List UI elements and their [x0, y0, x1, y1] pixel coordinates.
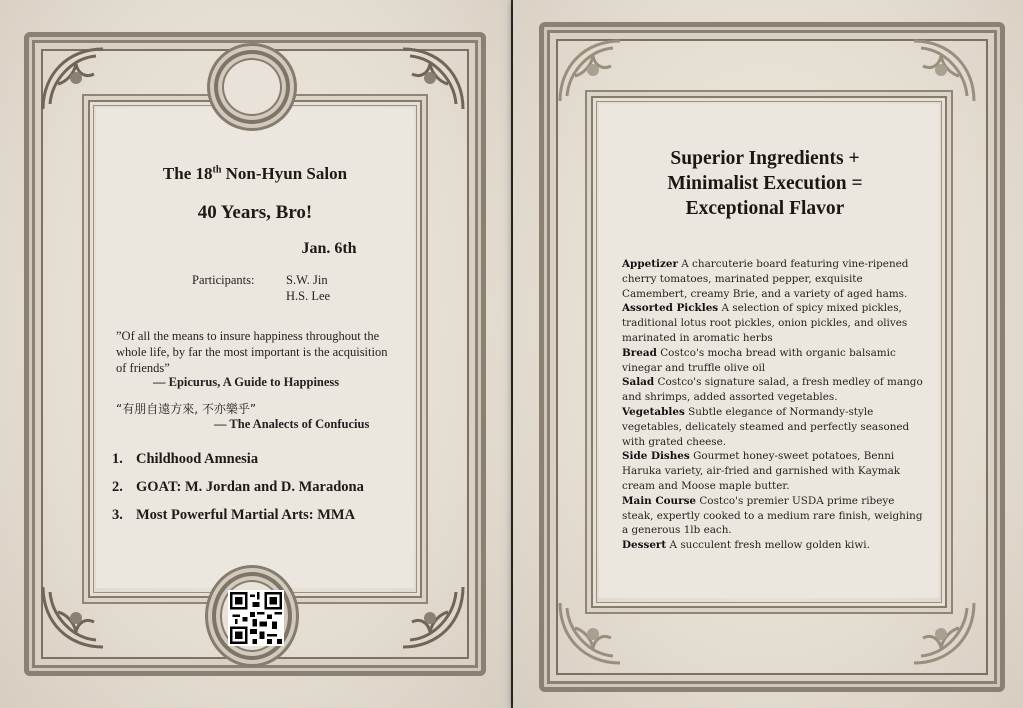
top-medallion	[214, 50, 290, 124]
ornament-corner-icon	[38, 44, 108, 114]
course-description: A selection of spicy mixed pickles, traditional lotus root pickles, onion pickles, and olives marinated in aromatic herbs	[622, 302, 908, 344]
invitation-card	[0, 0, 511, 708]
qr-code-icon[interactable]	[228, 590, 284, 646]
course-name: Vegetables	[622, 405, 685, 418]
ornament-corner-icon	[555, 598, 625, 668]
menu-title-line: Superior Ingredients +	[670, 148, 860, 169]
course-name: Bread	[622, 346, 657, 359]
topic-number: 3.	[112, 507, 123, 523]
course-description: A succulent fresh mellow golden kiwi.	[669, 539, 870, 552]
confucius-quote: “有朋自遠方來, 不亦樂乎”	[116, 402, 257, 416]
menu-title-line: Minimalist Execution =	[667, 173, 863, 194]
epicurus-quote: ”Of all the means to insure happiness throughout the whole life, by far the most important is the acquisition of friends”	[116, 329, 388, 375]
course-name: Side Dishes	[622, 450, 690, 463]
menu-course-list	[622, 257, 927, 553]
menu-course	[622, 346, 927, 376]
topic-item: GOAT: M. Jordan and D. Maradona	[136, 479, 364, 495]
menu-title-line: Exceptional Flavor	[685, 198, 845, 219]
ornament-corner-icon	[555, 36, 625, 106]
course-name: Appetizer	[622, 258, 678, 270]
course-description: Subtle elegance of Normandy-style vegetables, delicately steamed and perfectly seasoned with grated cheese.	[622, 405, 910, 448]
ornament-corner-icon	[909, 36, 979, 106]
menu-course	[622, 494, 927, 538]
course-description: Costco's signature salad, a fresh medley of mango and shrimps, added assorted vegetables.	[622, 376, 923, 404]
menu-title	[600, 146, 930, 221]
course-name: Assorted Pickles	[622, 302, 719, 315]
confucius-attribution: — The Analects of Confucius	[214, 417, 370, 431]
ornament-corner-icon	[38, 582, 108, 652]
course-name: Dessert	[622, 539, 667, 552]
menu-course	[622, 301, 927, 345]
salon-subtitle: 40 Years, Bro!	[197, 202, 313, 223]
course-description: Gourmet honey-sweet potatoes, Benni Haruka variety, air-fried and garnished with Kaymak cream and Moose maple butter.	[622, 450, 901, 492]
participants-label: Participants:	[192, 273, 255, 287]
epicurus-attribution: — Epicurus, A Guide to Happiness	[153, 375, 340, 389]
course-name: Salad	[622, 376, 655, 389]
topic-number: 1.	[112, 451, 123, 467]
ornament-corner-icon	[398, 582, 468, 652]
menu-course	[622, 375, 927, 405]
ornament-corner-icon	[909, 598, 979, 668]
course-description: Costco's premier USDA prime ribeye steak, expertly cooked to a medium rare finish, weighing a generous 1lb each.	[622, 494, 923, 537]
course-description: Costco's mocha bread with organic balsamic vinegar and truffle olive oil	[622, 346, 896, 374]
course-description: A charcuterie board featuring vine-ripened cherry tomatoes, marinated pepper, exquisite Camembert, creamy Brie, and a variety of aged hams.	[622, 258, 909, 300]
topic-number: 2.	[112, 479, 123, 495]
salon-date: Jan. 6th	[301, 240, 357, 257]
menu-course	[622, 538, 927, 553]
ornament-corner-icon	[398, 44, 468, 114]
topic-item: Childhood Amnesia	[136, 451, 259, 467]
participant-name: S.W. Jin	[286, 273, 328, 287]
salon-title: The 18th Non-Hyun Salon	[162, 164, 348, 183]
menu-course	[622, 257, 927, 301]
menu-course	[622, 449, 927, 493]
menu-course	[622, 405, 927, 449]
topic-item: Most Powerful Martial Arts: MMA	[136, 507, 356, 523]
participant-name: H.S. Lee	[286, 289, 331, 303]
course-name: Main Course	[622, 494, 697, 507]
